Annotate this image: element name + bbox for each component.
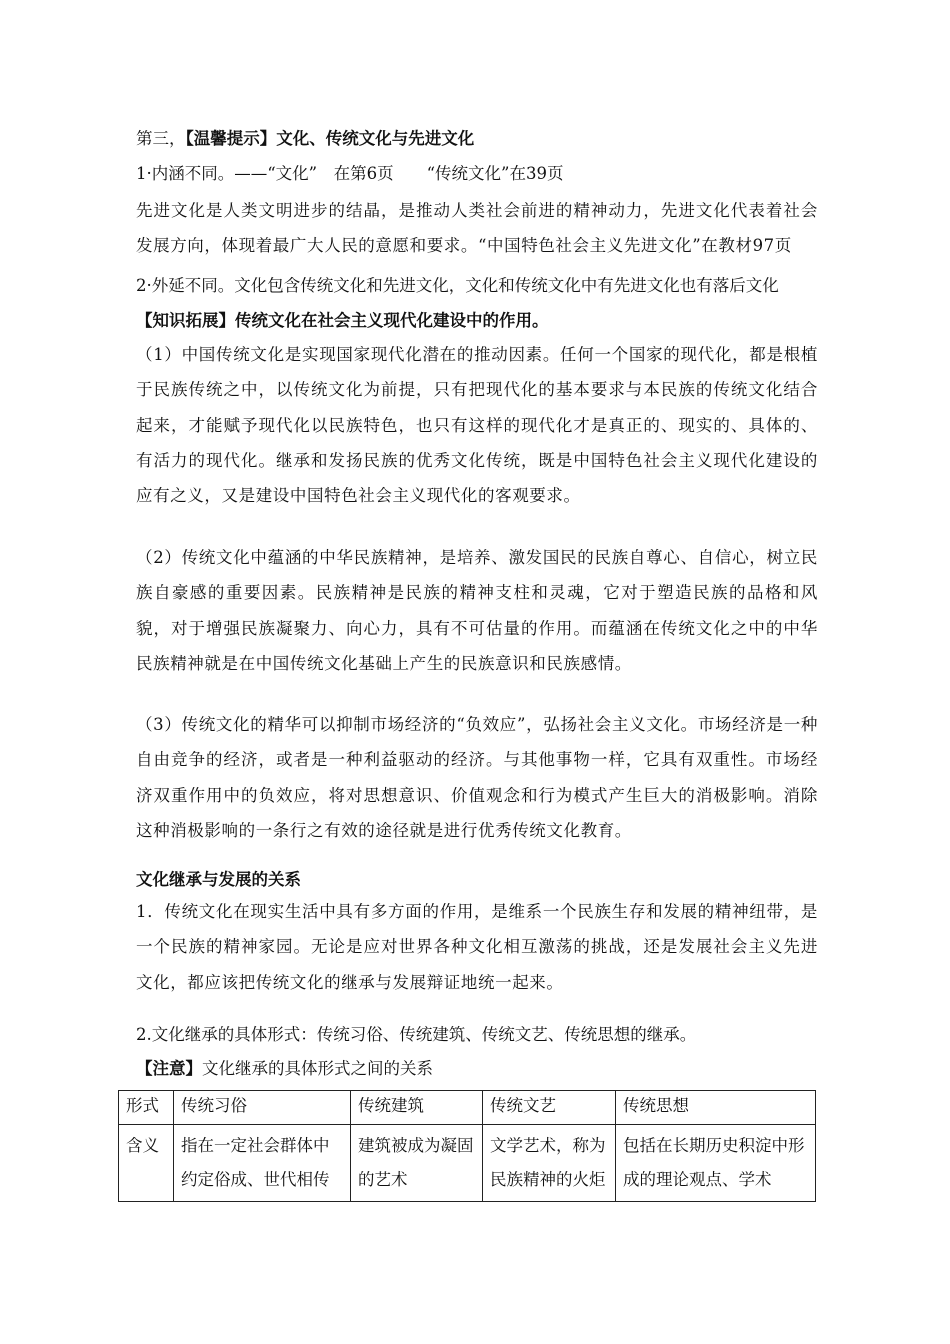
advanced-culture-paragraph: 先进文化是人类文明进步的结晶，是推动人类社会前进的精神动力，先进文化代表着社会发展方向，体现着最广大人民的意愿和要求。“中国特色社会主义先进文化”在教材97页 — [136, 201, 818, 256]
relation-heading: 文化继承与发展的关系 — [136, 870, 301, 889]
relation-2: 2.文化继承的具体形式：传统习俗、传统建筑、传统文艺、传统思想的继承。 — [136, 1025, 697, 1044]
tip-bracket: 【温馨提示】 — [185, 129, 277, 148]
table-cell: 建筑被成为凝固的艺术 — [351, 1125, 483, 1202]
note-bracket: 【注意】 — [136, 1059, 202, 1078]
section3-prefix: 第三， — [136, 129, 186, 148]
note-line — [136, 1058, 826, 1080]
relation-1-paragraph: 1．传统文化在现实生活中具有多方面的作用，是维系一个民族生存和发展的精神纽带，是一个民族的精神家园。无论是应对世界各种文化相互激荡的挑战，还是发展社会主义先进文化，都应该把传统文化的继承与发展辩证地统一起来。 — [136, 902, 818, 992]
item-1: 1·内涵不同。——“文化” 在第6页 “传统文化”在39页 — [136, 164, 564, 183]
table-header-cell: 传统思想 — [616, 1091, 816, 1125]
table-row — [119, 1125, 816, 1202]
section3-heading — [136, 128, 826, 150]
inheritance-forms-table — [118, 1090, 816, 1202]
table-cell: 包括在长期历史积淀中形成的理论观点、学术 — [616, 1125, 816, 1202]
point-1-paragraph: （1）中国传统文化是实现国家现代化潜在的推动因素。任何一个国家的现代化，都是根植于民族传统之中，以传统文化为前提，只有把现代化的基本要求与本民族的传统文化结合起来，才能赋予现代化以民族特色，也只有这样的现代化才是真正的、现实的、具体的、有活力的现代化。继承和发扬民族的优秀文化传统，既是中国特色社会主义现代化建设的应有之义，又是建设中国特色社会主义现代化的客观要求。 — [136, 345, 818, 506]
knowledge-heading: 【知识拓展】传统文化在社会主义现代化建设中的作用。 — [136, 311, 549, 330]
section3-title: 文化、传统文化与先进文化 — [276, 129, 475, 148]
item-2: 2·外延不同。文化包含传统文化和先进文化，文化和传统文化中有先进文化也有落后文化 — [136, 276, 779, 295]
note-text: 文化继承的具体形式之间的关系 — [202, 1059, 433, 1078]
table-header-cell: 形式 — [119, 1091, 174, 1125]
table-header-cell: 传统文艺 — [483, 1091, 616, 1125]
table-header-row — [119, 1091, 816, 1125]
table-header-cell: 传统习俗 — [174, 1091, 351, 1125]
point-2-paragraph: （2）传统文化中蕴涵的中华民族精神，是培养、激发国民的民族自尊心、自信心，树立民族自豪感的重要因素。民族精神是民族的精神支柱和灵魂，它对于塑造民族的品格和风貌，对于增强民族凝聚力、向心力，具有不可估量的作用。而蕴涵在传统文化之中的中华民族精神就是在中国传统文化基础上产生的民族意识和民族感情。 — [136, 548, 818, 673]
table-cell: 指在一定社会群体中约定俗成、世代相传 — [174, 1125, 351, 1202]
point-3-paragraph: （3）传统文化的精华可以抑制市场经济的“负效应”，弘扬社会主义文化。市场经济是一种自由竞争的经济，或者是一种利益驱动的经济。与其他事物一样，它具有双重性。市场经济双重作用中的负效应，将对思想意识、价值观念和行为模式产生巨大的消极影响。消除这种消极影响的一条行之有效的途径就是进行优秀传统文化教育。 — [136, 715, 818, 840]
table-cell: 文学艺术，称为民族精神的火炬 — [483, 1125, 616, 1202]
table-cell: 含义 — [119, 1125, 174, 1202]
table-header-cell: 传统建筑 — [351, 1091, 483, 1125]
